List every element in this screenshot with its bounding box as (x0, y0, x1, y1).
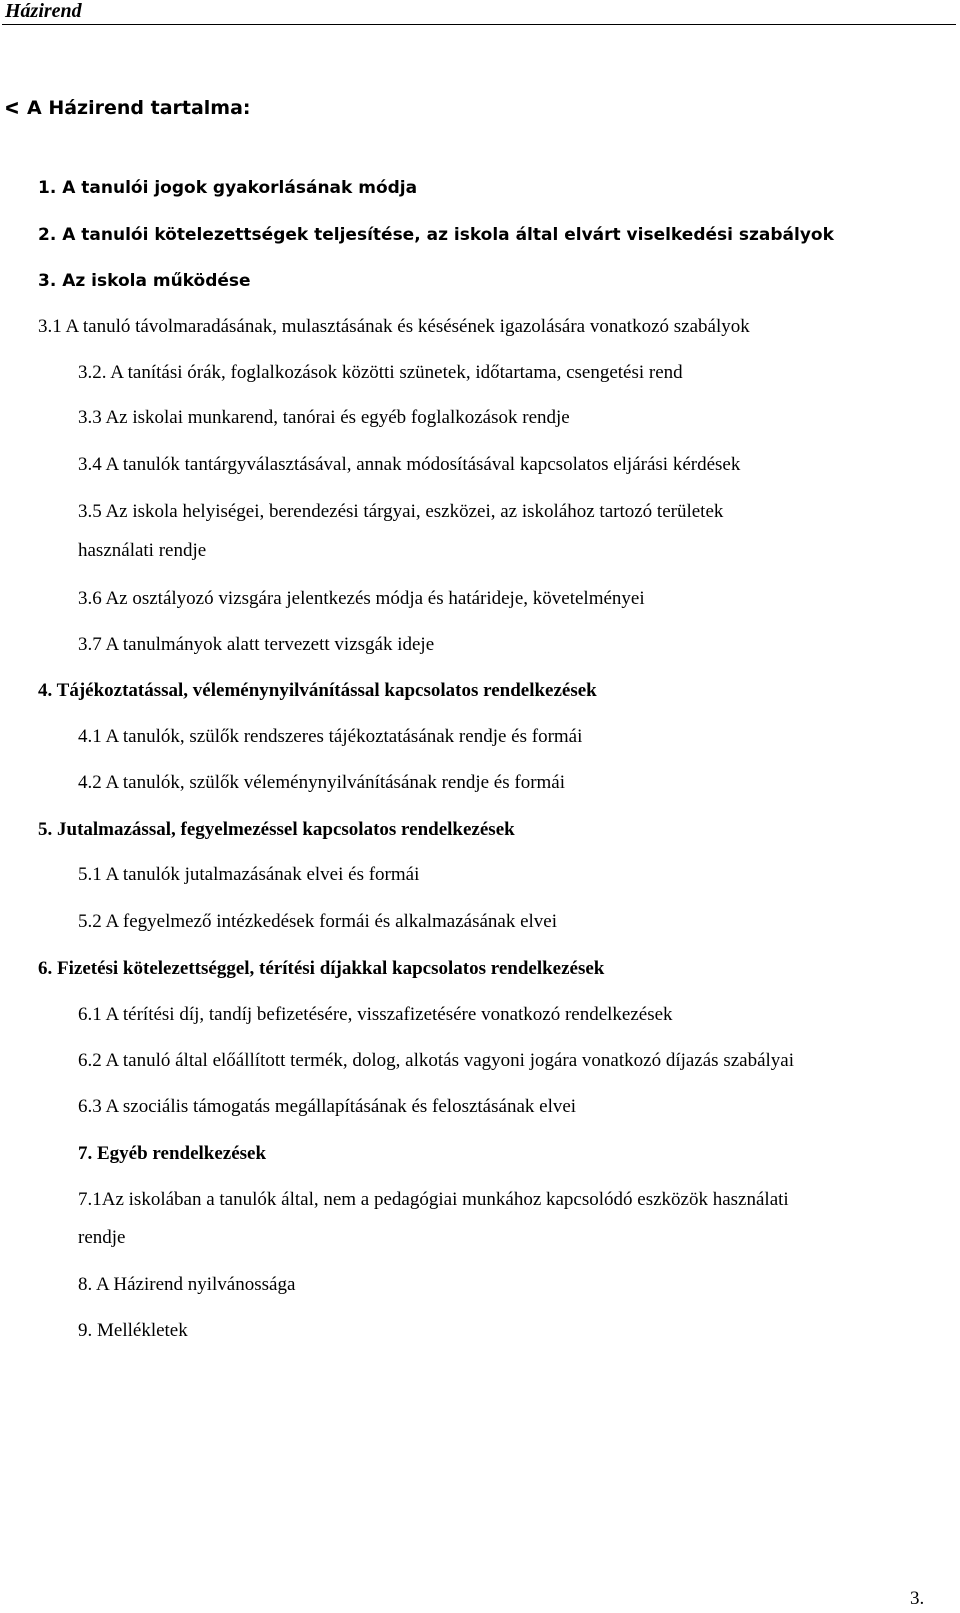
toc-heading (5, 96, 251, 121)
toc-item-5: 5. Jutalmazással, fegyelmezéssel kapcsolatos rendelkezések (38, 819, 515, 840)
toc-item-3-5: 3.5 Az iskola helyiségei, berendezési tárgyai, eszközei, az iskolához tartozó területek (78, 501, 724, 522)
toc-item-5-2: 5.2 A fegyelmező intézkedések formái és alkalmazásának elvei (78, 911, 558, 932)
toc-heading-label: A Házirend tartalma: (27, 97, 251, 119)
toc-item-9: 9. Mellékletek (78, 1320, 188, 1341)
toc-item-1: 1. A tanulói jogok gyakorlásának módja (38, 178, 418, 198)
toc-item-6-3: 6.3 A szociális támogatás megállapításának és felosztásának elvei (78, 1096, 577, 1117)
toc-item-4-2: 4.2 A tanulók, szülők véleménynyilvánításának rendje és formái (78, 772, 566, 793)
toc-item-3: 3. Az iskola működése (38, 271, 251, 291)
toc-item-7-1: 7.1Az iskolában a tanulók által, nem a pedagógiai munkához kapcsolódó eszközök használati (78, 1189, 789, 1210)
toc-item-5-1: 5.1 A tanulók jutalmazásának elvei és formái (78, 864, 420, 885)
header-title: Házirend (5, 0, 82, 22)
toc-item-4: 4. Tájékoztatással, véleménynyilvánítással kapcsolatos rendelkezések (38, 680, 597, 701)
toc-item-3-3: 3.3 Az iskolai munkarend, tanórai és egyéb foglalkozások rendje (78, 407, 570, 428)
toc-item-6-1: 6.1 A térítési díj, tandíj befizetésére, visszafizetésére vonatkozó rendelkezések (78, 1004, 673, 1025)
toc-item-6: 6. Fizetési kötelezettséggel, térítési díjakkal kapcsolatos rendelkezések (38, 958, 605, 979)
toc-item-8: 8. A Házirend nyilvánossága (78, 1274, 296, 1295)
toc-item-3-7: 3.7 A tanulmányok alatt tervezett vizsgák ideje (78, 634, 435, 655)
header-divider (2, 24, 956, 25)
toc-item-3-5-cont: használati rendje (78, 540, 207, 561)
toc-item-3-6: 3.6 Az osztályozó vizsgára jelentkezés módja és határideje, követelményei (78, 588, 645, 609)
page-header (0, 0, 960, 26)
toc-item-7-1-cont: rendje (78, 1227, 126, 1248)
chevron-left-icon: ᐸ (5, 99, 20, 118)
toc-item-4-1: 4.1 A tanulók, szülők rendszeres tájékoztatásának rendje és formái (78, 726, 583, 747)
toc-item-2: 2. A tanulói kötelezettségek teljesítése, az iskola által elvárt viselkedési szabályok (38, 225, 834, 245)
toc-item-3-4: 3.4 A tanulók tantárgyválasztásával, annak módosításával kapcsolatos eljárási kérdések (78, 454, 741, 475)
toc-item-3-2: 3.2. A tanítási órák, foglalkozások közötti szünetek, időtartama, csengetési rend (78, 362, 683, 383)
page-number: 3. (910, 1588, 925, 1609)
toc-item-7: 7. Egyéb rendelkezések (78, 1143, 267, 1164)
toc-item-3-1: 3.1 A tanuló távolmaradásának, mulasztásának és késésének igazolására vonatkozó szabályok (38, 316, 750, 337)
toc-item-6-2: 6.2 A tanuló által előállított termék, dolog, alkotás vagyoni jogára vonatkozó díjazás szabályai (78, 1050, 794, 1071)
